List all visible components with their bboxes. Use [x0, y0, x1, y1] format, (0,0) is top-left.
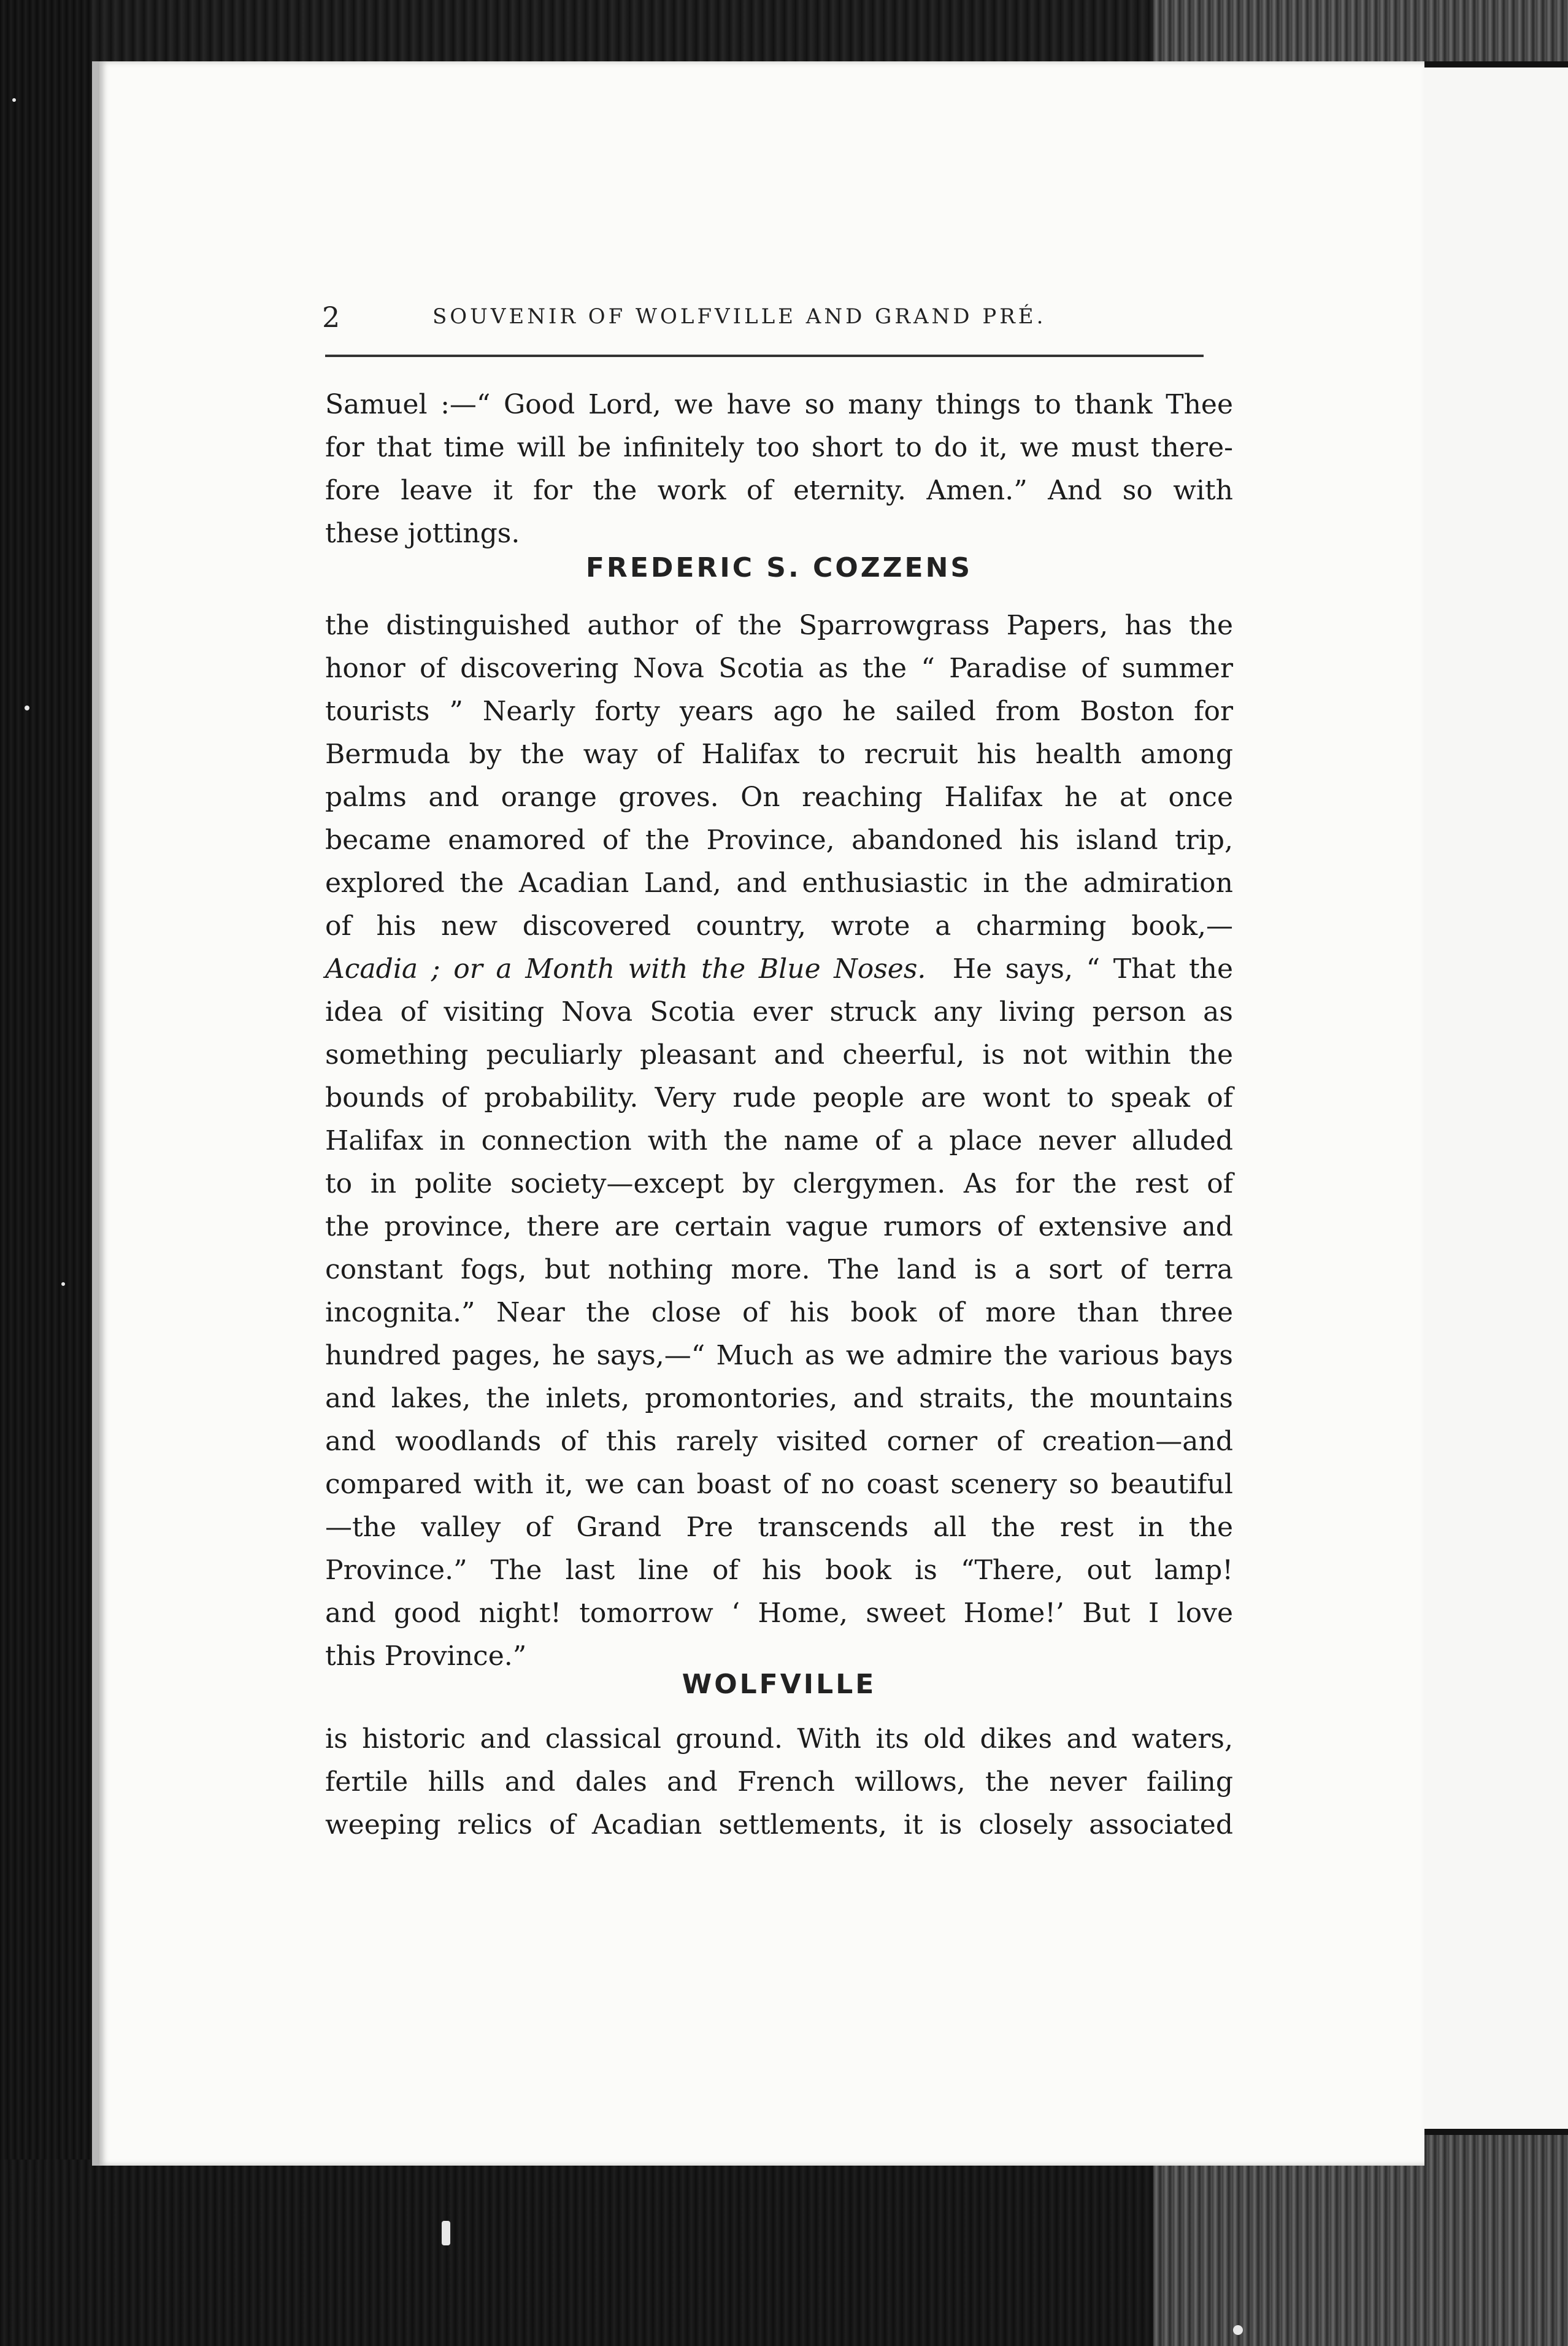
text-line: fore leave it for the work of eternity. Amen.” And so with	[325, 475, 1233, 506]
page-number: 2	[322, 301, 340, 334]
text-line: honor of discovering Nova Scotia as the “ Paradise of summer	[325, 653, 1233, 684]
scan-speck	[61, 1282, 65, 1286]
text-line: constant fogs, but nothing more. The land is a sort of terra	[325, 1254, 1233, 1285]
text-line: compared with it, we can boast of no coast scenery so beautiful	[325, 1469, 1233, 1500]
text-line: incognita.” Near the close of his book of more than three	[325, 1297, 1233, 1328]
text-line: hundred pages, he says,—“ Much as we admire the various bays	[325, 1340, 1233, 1371]
intro-paragraph	[325, 383, 1233, 555]
text-line-rest: He says, “ That the	[952, 953, 1234, 985]
running-title: SOUVENIR OF WOLFVILLE AND GRAND PRÉ.	[432, 304, 1047, 329]
text-line: to in polite society—except by clergymen. As for the rest of	[325, 1168, 1233, 1199]
text-line: tourists ” Nearly forty years ago he sailed from Boston for	[325, 696, 1233, 727]
book-title-line	[325, 948, 1233, 991]
scan-speck	[1233, 2325, 1243, 2335]
section-heading-cozzens: FREDERIC S. COZZENS	[585, 552, 973, 583]
header-rule	[325, 355, 1204, 357]
wolfville-paragraph	[325, 1718, 1233, 1847]
text-line: Halifax in connection with the name of a place never alluded	[325, 1125, 1233, 1156]
scan-background-right-bottom	[1153, 2135, 1568, 2346]
page-header	[322, 301, 1205, 337]
text-line: Bermuda by the way of Halifax to recruit his health among	[325, 739, 1233, 770]
scan-speck	[12, 98, 16, 102]
scan-speck	[25, 706, 29, 710]
text-line: bounds of probability. Very rude people are wont to speak of	[325, 1082, 1233, 1113]
text-line: and lakes, the inlets, promontories, and straits, the mountains	[325, 1383, 1233, 1414]
facing-page-edge	[1411, 67, 1568, 2129]
text-line: weeping relics of Acadian settlements, it is closely associated	[325, 1809, 1233, 1840]
scan-speck	[442, 2221, 450, 2245]
text-line: this Province.”	[325, 1640, 527, 1672]
section-heading-wolfville: WOLFVILLE	[682, 1669, 877, 1700]
text-line: idea of visiting Nova Scotia ever struck any living person as	[325, 996, 1233, 1028]
text-line: for that time will be infinitely too short to do it, we must there-	[325, 432, 1233, 463]
text-line: and woodlands of this rarely visited corner of creation—and	[325, 1426, 1233, 1457]
text-line: these jottings.	[325, 518, 520, 549]
text-line: became enamored of the Province, abandoned his island trip,	[325, 825, 1233, 856]
text-line: Samuel :—“ Good Lord, we have so many things to thank Thee	[325, 389, 1233, 420]
text-line: explored the Acadian Land, and enthusiastic in the admiration	[325, 867, 1233, 899]
text-line: palms and orange groves. On reaching Halifax he at once	[325, 782, 1233, 813]
text-line: the province, there are certain vague rumors of extensive and	[325, 1211, 1233, 1242]
text-line: and good night! tomorrow ‘ Home, sweet Home!’ But I love	[325, 1598, 1233, 1629]
text-line: is historic and classical ground. With its old dikes and waters,	[325, 1723, 1233, 1755]
text-line: Province.” The last line of his book is “There, out lamp!	[325, 1555, 1233, 1586]
text-line: something peculiarly pleasant and cheerful, is not within the	[325, 1039, 1233, 1071]
scan-background-right-top	[1153, 0, 1568, 61]
book-title: Acadia ; or a Month with the Blue Noses.	[325, 953, 926, 985]
cozzens-paragraph	[325, 604, 1233, 1678]
scan-background-left	[0, 0, 92, 2346]
text-line: of his new discovered country, wrote a charming book,—	[325, 910, 1233, 942]
text-line: fertile hills and dales and French willows, the never failing	[325, 1766, 1233, 1798]
text-line: —the valley of Grand Pre transcends all the rest in the	[325, 1512, 1233, 1543]
text-line: the distinguished author of the Sparrowgrass Papers, has the	[325, 610, 1233, 641]
